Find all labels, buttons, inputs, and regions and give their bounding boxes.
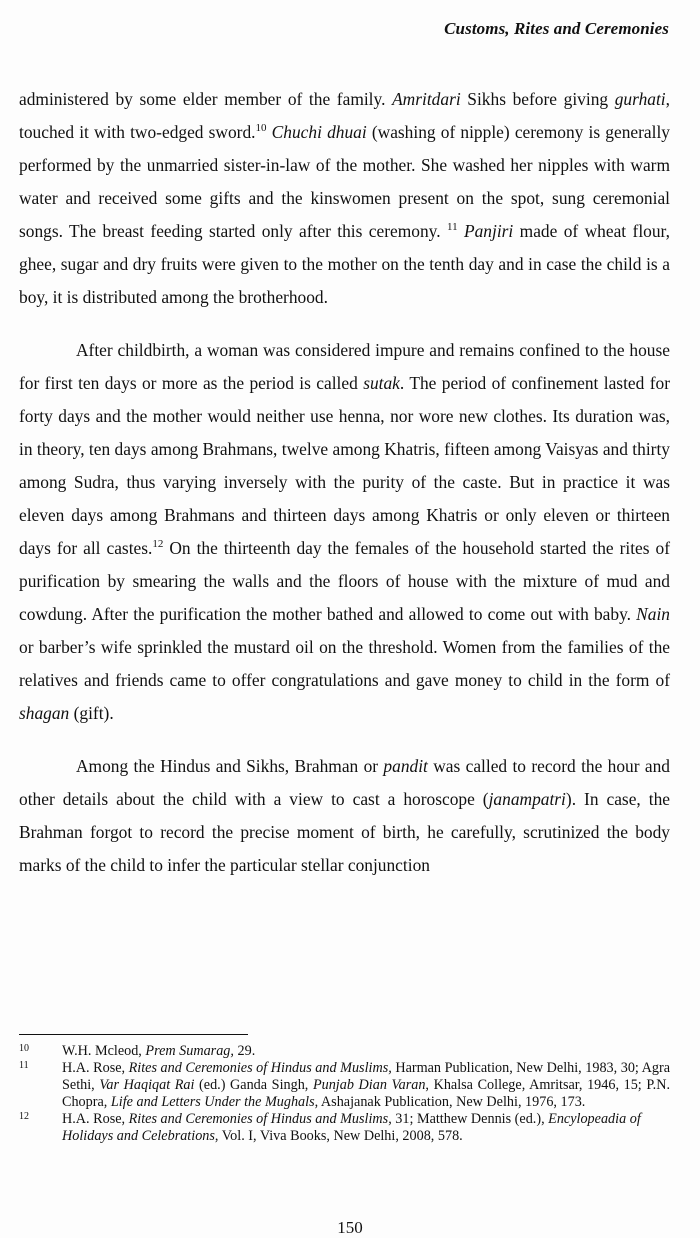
- paragraph: [19, 83, 670, 314]
- page-number: 150: [337, 1218, 363, 1237]
- text-run: . The period of confinement lasted for forty days and the mother would neither use henna, nor wore new clothes. Its duration was, in theory, ten days among Brahmans, twelve among Khatris, fifteen among Vaisyas and thirty among Sudra, thus varying inversely with the purity of the caste. But in practice it was eleven days among Brahmans and thirteen days among Khatris or only eleven or thirteen days for all castes.: [19, 373, 670, 558]
- italic-term: Nain: [636, 604, 670, 624]
- text-run: H.A. Rose,: [62, 1060, 129, 1076]
- italic-term: Encylopeadia of Holidays and Celebrations: [62, 1111, 641, 1144]
- footnote-text: [62, 1043, 255, 1059]
- italic-term: sutak: [363, 373, 400, 393]
- footnote-reference[interactable]: 11: [446, 221, 458, 233]
- text-run: W.H. Mcleod,: [62, 1043, 146, 1059]
- text-run: On the thirteenth day the females of the household started the rites of purification by smearing the walls and the floors of house with the mixture of mud and cowdung. After the purification the mother bathed and allowed to come out with baby.: [19, 538, 671, 624]
- running-header: Customs, Rites and Ceremonies: [444, 19, 669, 38]
- footnotes: [19, 1043, 670, 1145]
- text-run: administered by some elder member of the family.: [19, 89, 393, 109]
- text-run: After childbirth, a woman was considered impure and remains confined to the house for first ten days or more as the period is called: [19, 340, 670, 393]
- text-run: ). In case, the Brahman forgot to record the precise moment of birth, he carefully, scrutinized the body marks of the child to infer the particular stellar conjunction: [19, 789, 671, 875]
- text-run: was called to record the hour and other details about the child with a view to cast a horoscope (: [19, 756, 671, 809]
- footnote-number: 11: [19, 1060, 29, 1071]
- italic-term: pandit: [383, 756, 428, 776]
- italic-term: Rites and Ceremonies of Hindus and Muslims: [128, 1111, 389, 1127]
- footnote: [19, 1111, 670, 1145]
- text-run: , Khalsa College, Amritsar, 1946, 15; P.N. Chopra,: [62, 1077, 670, 1110]
- text-run: , 31; Matthew Dennis (ed.),: [388, 1111, 549, 1127]
- italic-term: janampatri: [488, 789, 566, 809]
- footnote-reference[interactable]: 10: [255, 122, 267, 134]
- footnote-number: 10: [19, 1043, 29, 1054]
- footnote: [19, 1060, 670, 1111]
- text-run: , Ashajanak Publication, New Delhi, 1976, 173.: [314, 1094, 586, 1110]
- italic-term: Punjab Dian Varan: [312, 1077, 426, 1093]
- text-run: made of wheat flour, ghee, sugar and dry fruits were given to the mother on the tenth day and in case the child is a boy, it is distributed among the brotherhood.: [19, 221, 670, 307]
- text-run: Among the Hindus and Sikhs, Brahman or: [76, 756, 384, 776]
- footnote-separator: [19, 1034, 248, 1035]
- body-text: [19, 83, 670, 882]
- paragraph: [19, 750, 670, 882]
- footnote-number: 12: [19, 1111, 29, 1122]
- italic-term: Life and Letters Under the Mughals: [110, 1094, 315, 1110]
- paragraph: [19, 334, 670, 730]
- italic-term: Rites and Ceremonies of Hindus and Muslims,: [128, 1060, 392, 1076]
- text-run: Harman Publication, New Delhi, 1983, 30; Agra Sethi,: [62, 1060, 670, 1093]
- italic-term: Chuchi dhuai: [271, 122, 367, 142]
- italic-term: Amritdari: [392, 89, 461, 109]
- text-run: or barber’s wife sprinkled the mustard oil on the threshold. Women from the families of the relatives and friends came to offer congratulations and gave money to child in the form of: [19, 637, 670, 690]
- footnote: [19, 1043, 670, 1060]
- footnote-text: [62, 1060, 670, 1110]
- text-run: , touched it with two-edged sword.: [19, 89, 670, 142]
- footnote-reference[interactable]: 12: [152, 538, 164, 550]
- italic-term: gurhati: [614, 89, 666, 109]
- footnote-text: [62, 1111, 641, 1144]
- text-run: (gift).: [69, 703, 114, 723]
- text-run: (ed.) Ganda Singh,: [194, 1077, 313, 1093]
- italic-term: Var Haqiqat Rai: [99, 1077, 195, 1093]
- text-run: Sikhs before giving: [460, 89, 615, 109]
- text-run: (washing of nipple) ceremony is generally performed by the unmarried sister-in-law of the mother. She washed her nipples with warm water and received some gifts and the kinswomen present on the spot, sung ceremonial songs. The breast feeding started only after this ceremony.: [19, 122, 670, 241]
- text-run: 29.: [233, 1043, 256, 1059]
- italic-term: Prem Sumarag,: [145, 1043, 234, 1059]
- text-run: H.A. Rose,: [62, 1111, 129, 1127]
- italic-term: Panjiri: [463, 221, 514, 241]
- text-run: , Vol. I, Viva Books, New Delhi, 2008, 578.: [214, 1128, 463, 1144]
- italic-term: shagan: [19, 703, 70, 723]
